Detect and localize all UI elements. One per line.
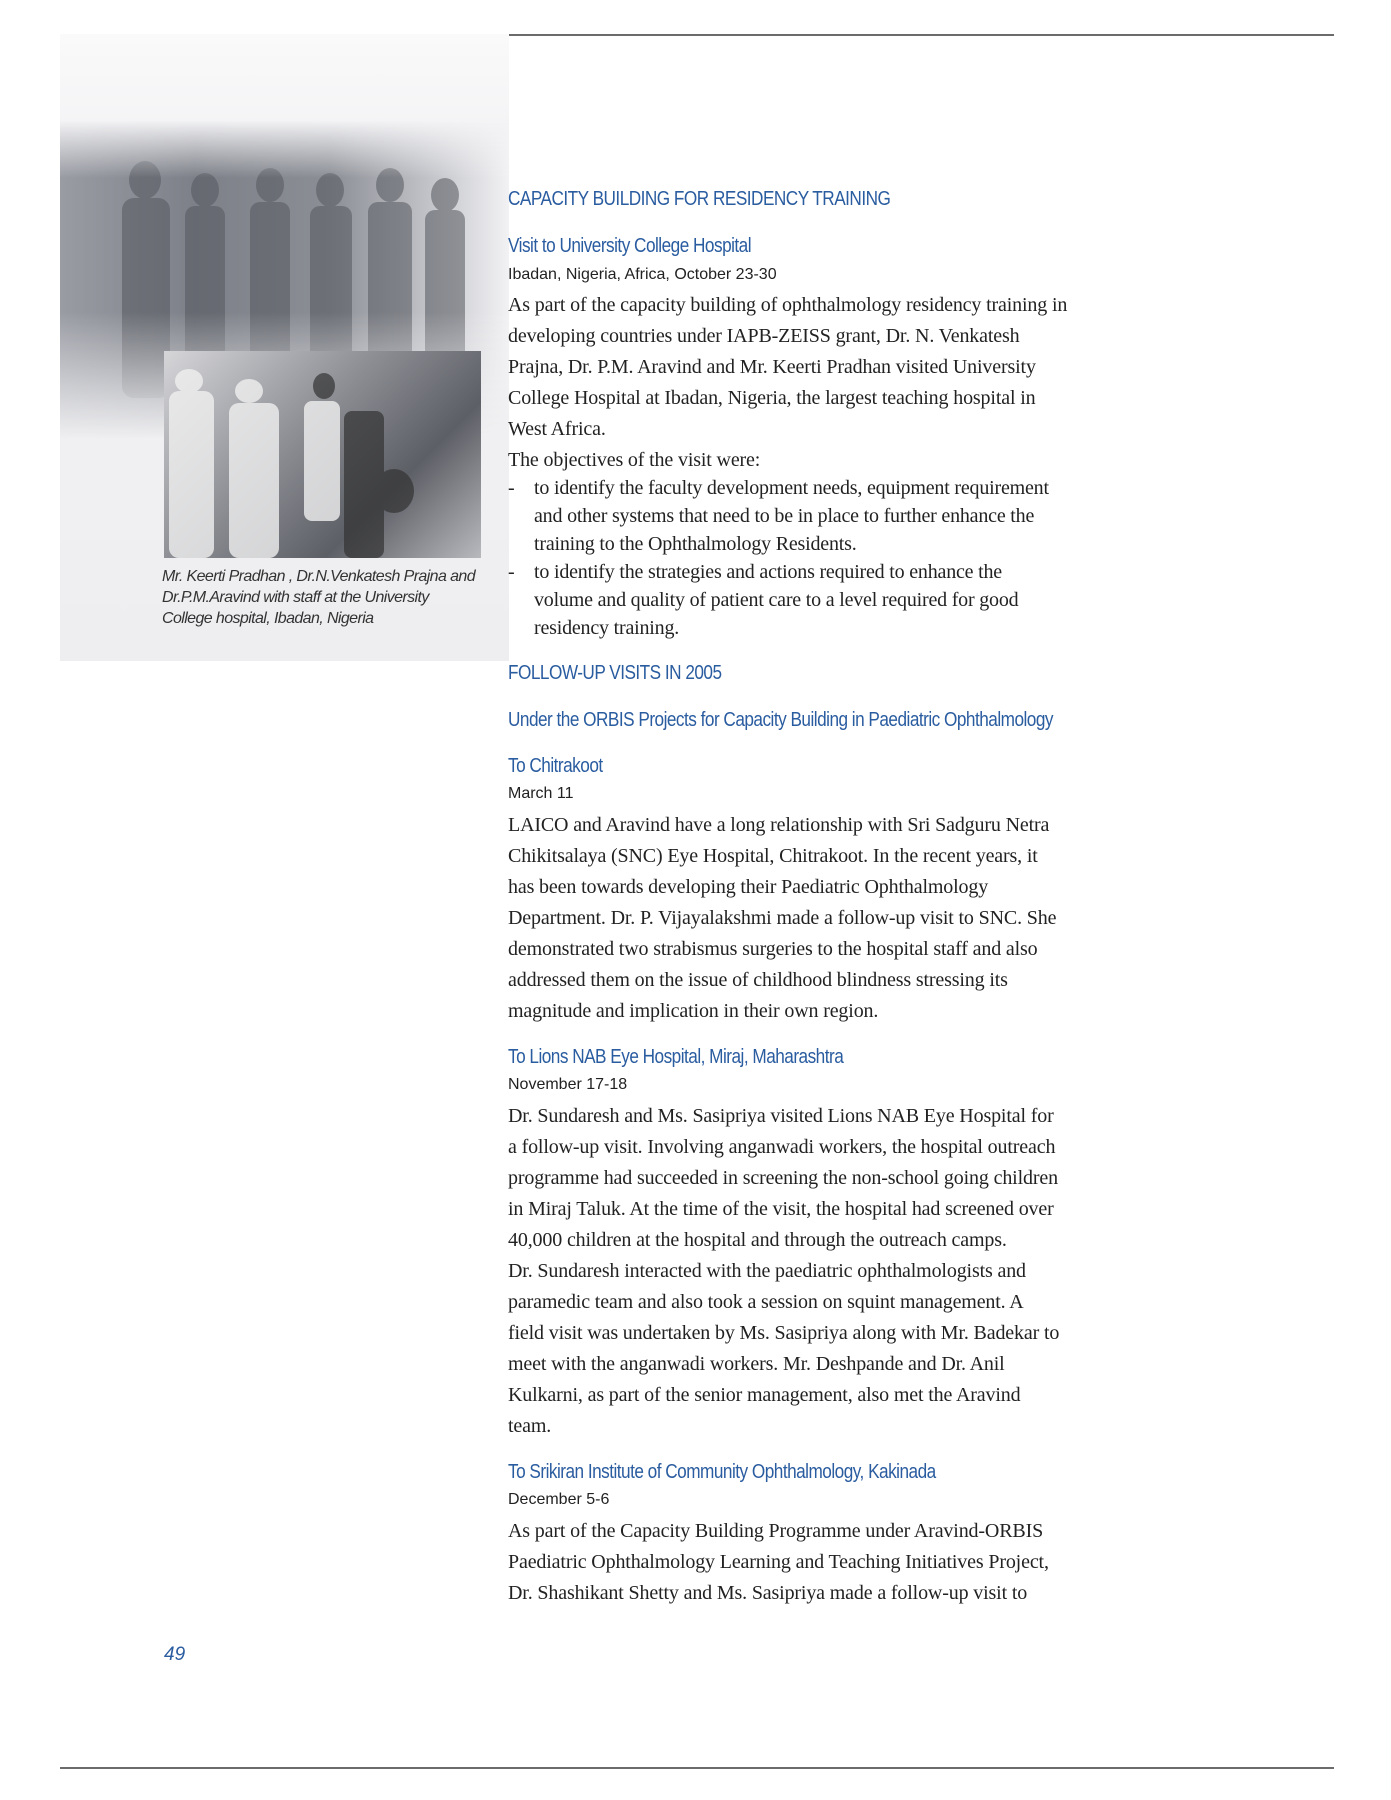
ward-photo-figures	[164, 351, 481, 558]
objectives-list	[508, 474, 1049, 642]
text-line: The objectives of the visit were:	[508, 449, 761, 471]
text-line: Department. Dr. P. Vijayalakshmi made a follow-up visit to SNC. She	[508, 907, 1057, 929]
bottom-rule	[60, 1767, 1334, 1769]
text-line: Dr. Sundaresh and Ms. Sasipriya visited Lions NAB Eye Hospital for	[508, 1105, 1054, 1127]
visit-date-chitrakoot: March 11	[508, 785, 574, 802]
paragraph-chitrakoot	[508, 810, 1056, 1027]
text-line: Chikitsalaya (SNC) Eye Hospital, Chitrakoot. In the recent years, it	[508, 845, 1038, 867]
paragraph-srikiran	[508, 1516, 1049, 1609]
section-title-capacity-building: CAPACITY BUILDING FOR RESIDENCY TRAINING	[508, 188, 891, 210]
text-line: training to the Ophthalmology Residents.	[534, 533, 857, 555]
page-number: 49	[164, 1644, 186, 1665]
text-line: As part of the Capacity Building Programme under Aravind-ORBIS	[508, 1520, 1044, 1542]
text-line: Prajna, Dr. P.M. Aravind and Mr. Keerti Pradhan visited University	[508, 356, 1036, 378]
photo-caption: Mr. Keerti Pradhan , Dr.N.Venkatesh Prajna and Dr.P.M.Aravind with staff at the University College hospital, Ibadan, Nigeria	[162, 568, 476, 627]
paragraph-lions-nab	[508, 1101, 1059, 1442]
text-line: field visit was undertaken by Ms. Sasipriya along with Mr. Badekar to	[508, 1322, 1060, 1344]
text-line: Kulkarni, as part of the senior management, also met the Aravind	[508, 1384, 1021, 1406]
text-line: Dr. Sundaresh interacted with the paediatric ophthalmologists and	[508, 1260, 1026, 1282]
visit-date-srikiran: December 5-6	[508, 1491, 610, 1508]
top-rule	[509, 34, 1334, 36]
bullet-dash: -	[508, 561, 515, 583]
text-line: paramedic team and also took a session on squint management. A	[508, 1291, 1024, 1313]
objective-item	[508, 474, 1049, 558]
subsection-title-university-college: Visit to University College Hospital	[508, 235, 752, 257]
text-line: magnitude and implication in their own region.	[508, 1000, 879, 1022]
text-line: to identify the strategies and actions required to enhance the	[534, 561, 1002, 583]
visit-date-ibadan: Ibadan, Nigeria, Africa, October 23-30	[508, 266, 777, 283]
text-line: Paediatric Ophthalmology Learning and Teaching Initiatives Project,	[508, 1551, 1049, 1573]
subsection-title-orbis: Under the ORBIS Projects for Capacity Building in Paediatric Ophthalmology	[508, 709, 1053, 731]
text-line: addressed them on the issue of childhood blindness stressing its	[508, 969, 1008, 991]
text-line: meet with the anganwadi workers. Mr. Deshpande and Dr. Anil	[508, 1353, 1005, 1375]
text-line: programme had succeeded in screening the non-school going children	[508, 1167, 1058, 1189]
text-line: residency training.	[534, 617, 680, 639]
text-line: West Africa.	[508, 418, 606, 440]
bullet-dash: -	[508, 477, 515, 499]
visit-title-srikiran: To Srikiran Institute of Community Ophthalmology, Kakinada	[508, 1461, 936, 1483]
text-line: team.	[508, 1415, 552, 1437]
objective-item	[508, 558, 1049, 642]
text-line: to identify the faculty development needs, equipment requirement	[534, 477, 1049, 499]
text-line: demonstrated two strabismus surgeries to the hospital staff and also	[508, 938, 1038, 960]
text-line: volume and quality of patient care to a level required for good	[534, 589, 1019, 611]
text-line: has been towards developing their Paediatric Ophthalmology	[508, 876, 989, 898]
text-line: 40,000 children at the hospital and through the outreach camps.	[508, 1229, 1007, 1251]
text-line: in Miraj Taluk. At the time of the visit, the hospital had screened over	[508, 1198, 1054, 1220]
visit-title-chitrakoot: To Chitrakoot	[508, 755, 603, 777]
text-line: Dr. Shashikant Shetty and Ms. Sasipriya made a follow-up visit to	[508, 1582, 1028, 1604]
section-title-follow-up: FOLLOW-UP VISITS IN 2005	[508, 662, 722, 684]
visit-date-lions-nab: November 17-18	[508, 1076, 628, 1093]
text-line: As part of the capacity building of ophthalmology residency training in	[508, 294, 1068, 316]
text-line: College Hospital at Ibadan, Nigeria, the largest teaching hospital in	[508, 387, 1036, 409]
visit-title-lions-nab: To Lions NAB Eye Hospital, Miraj, Maharashtra	[508, 1046, 844, 1068]
text-line: a follow-up visit. Involving anganwadi workers, the hospital outreach	[508, 1136, 1056, 1158]
ward-photo	[164, 351, 481, 558]
text-line: and other systems that need to be in place to further enhance the	[534, 505, 1035, 527]
paragraph-capacity-building	[508, 290, 1067, 476]
text-line: developing countries under IAPB-ZEISS grant, Dr. N. Venkatesh	[508, 325, 1020, 347]
text-line: LAICO and Aravind have a long relationship with Sri Sadguru Netra	[508, 814, 1050, 836]
